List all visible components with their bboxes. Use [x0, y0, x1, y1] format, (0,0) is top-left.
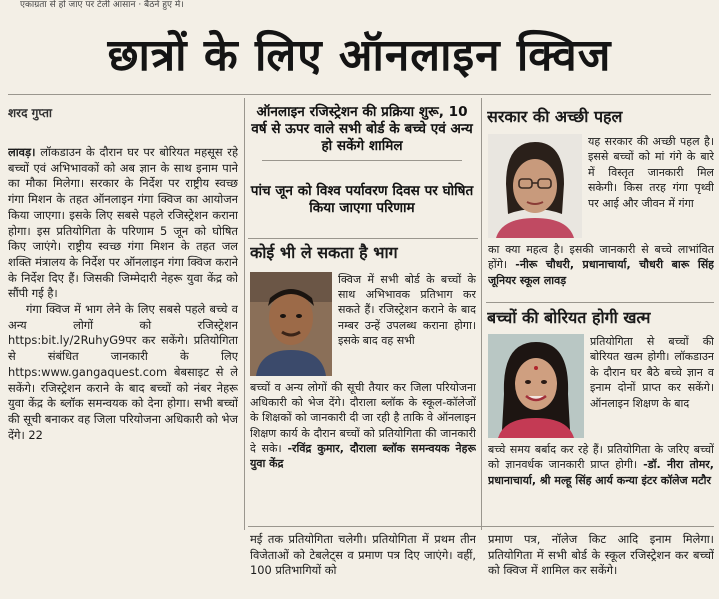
box-anyone-text-beside — [338, 272, 476, 380]
column-rule-1 — [244, 98, 245, 530]
box-government-para-2: का क्या महत्व है। इसकी जानकारी से बच्चे लाभांवित होंगे। — [488, 243, 714, 272]
bottom-box-rule — [248, 526, 714, 527]
bottom-middle-para: मई तक प्रतियोगिता चलेगी। प्रतियोगिता में प्रथम तीन विजेताओं को टेबलेट्स व प्रमाण पत्र दिए जाएंगे। वहीं, 100 प्रतिभागियों को — [250, 532, 476, 578]
portrait-man-icon — [250, 272, 332, 376]
main-story-paragraph-2: गंगा क्विज में भाग लेने के लिए सबसे पहले बच्चे व अन्य लोगों को रजिस्ट्रेशन https:bit.ly/2RuhyG9पर कर सकेंगे। प्रतियोगिता से संबंधित जानकारी के लिए https:www.gangaquest.com बेबसाइट से ले सकेंगे। रजिस्ट्रेशन कराने के बाद बच्चों को नंबर नेहरू युवा केंद्र के ब्लॉक समन्वयक को देना होगा। सभी बच्चों की सूची बनाकर वह जिला परियोजना अधिकारी को भेज देंगे। 22 — [8, 302, 238, 442]
photo-ravindra-kumar — [250, 272, 332, 376]
byline: शरद गुप्ता — [8, 106, 53, 120]
main-story-p1-text: लॉकडाउन के दौरान घर पर बोरियत महसूस रहे बच्चों एवं अभिभावकों को अब ज्ञान के साथ इनाम पाने का मौका मिलेगा। सरकार के निर्देश पर राष्ट्रीय स्वच्छ गंगा मिशन के तहत ऑनलाइन गंगा क्विज का आयोजन किया जाएगा। इसके लिए सबसे पहले रजिस्ट्रेशन कराना होगा। इस प्रतियोगिता के परिणाम 5 जून को घोषित किए जाएंगे। राष्ट्रीय स्वच्छ गंगा मिशन के तहत जल शक्ति मंत्रालय के निर्देश पर ऑनलाइन गंगा क्विज कराने के निर्देश दिए हैं। जिसकी जिम्मेदारी नेहरू युवा केंद्र को सौंपी गई है। — [8, 145, 238, 301]
credit-neeru: -नीरू चौधरी, प्रधानाचार्या, चौधरी बारू सिंह जूनियर स्कूल लावड़ — [488, 258, 714, 287]
headline-rule — [8, 94, 711, 95]
box-government-text-below — [488, 242, 714, 298]
subhead-divider — [262, 160, 462, 161]
box-anyone-title: कोई भी ले सकता है भाग — [250, 243, 398, 262]
box-boredom-text-beside — [590, 334, 714, 444]
subhead-registration: ऑनलाइन रजिस्ट्रेशन की प्रक्रिया शुरू, 10 वर्ष से ऊपर वाले सभी बोर्ड के बच्चे एवं अन्य हो सकेंगे शामिल — [251, 104, 473, 154]
credit-ravindra: -रविंद्र कुमार, दौराला ब्लॉक समन्वयक नेहरू युवा केंद्र — [250, 441, 476, 471]
box-anyone-para-1: क्विज में सभी बोर्ड के बच्चों के साथ अभिभावक प्रतिभाग कर सकते हैं। रजिस्ट्रेशन कराने के बाद नम्बर उन्हें उपलब्ध कराना होगा। इसके बाद वह सभी — [338, 273, 476, 347]
column-rule-2 — [481, 98, 482, 530]
portrait-woman-icon — [488, 334, 584, 438]
box-boredom-para-2: बच्चे समय बर्बाद कर रहे हैं। प्रतियोगिता के जरिए बच्चों को ज्ञानवर्धक जानकारी प्राप्त होगी। — [488, 443, 714, 472]
box-government-bottom-rule — [486, 302, 714, 303]
box-anyone-top-rule — [248, 238, 478, 239]
portrait-woman-glasses-icon — [488, 134, 582, 238]
box-government-para-1: यह सरकार की अच्छी पहल है। इससे बच्चों को मां गंगे के बारे में विस्तृत जानकारी मिल सकेगी। किस तरह गंगा पृथ्वी पर आई और जीवन में गंगा — [588, 135, 714, 210]
box-boredom-title: बच्चों की बोरियत होगी खत्म — [487, 308, 651, 327]
box-anyone-text-below — [250, 380, 476, 520]
box-government-text-beside — [588, 134, 714, 244]
main-story — [8, 145, 238, 595]
headline: छात्रों के लिए ऑनलाइन क्विज — [107, 30, 612, 81]
box-boredom-para-1: प्रतियोगिता से बच्चों की बोरियत खत्म होगी। लॉकडाउन के दौरान घर बैठे बच्चे ज्ञान व इनाम दोनों प्राप्त कर सकेंगे। ऑनलाइन शिक्षण के बाद — [590, 335, 714, 410]
photo-neeru-chaudhary — [488, 134, 582, 238]
subhead-result: पांच जून को विश्व पर्यावरण दिवस पर घोषित किया जाएगा परिणाम — [250, 183, 474, 216]
box-government-title: सरकार की अच्छी पहल — [487, 107, 623, 126]
dateline: लावड़। — [8, 145, 36, 159]
top-strip-text: एकाग्रता से हो जाए पर टेली आसान · बैठने हुए में। — [20, 0, 184, 10]
credit-neera: -डॉ. नीरा तोमर, प्रधानाचार्या, श्री मल्हू सिंह आर्य कन्या इंटर कॉलेज मटौर — [488, 458, 714, 487]
photo-neera-tomar — [488, 334, 584, 438]
bottom-right-para: प्रमाण पत्र, नॉलेज किट आदि इनाम मिलेगा। प्रतियोगिता में सभी बोर्ड के स्कूल रजिस्ट्रेशन कर बच्चों को क्विज में शामिल कर सकेंगे। — [488, 532, 714, 578]
bottom-right-text — [488, 532, 714, 596]
bottom-middle-text — [250, 532, 476, 596]
main-story-paragraph-1 — [8, 145, 238, 302]
box-boredom-text-below — [488, 442, 714, 520]
box-anyone-para-2: बच्चों व अन्य लोगों की सूची तैयार कर जिला परियोजना अधिकारी को भेज देंगे। दौराला ब्लॉक के स्कूल-कॉलेजों के शिक्षकों को जानकारी दी जा रही है ताकि वे ऑनलाइन शिक्षण कार्य के दौरान बच्चों को प्रतियोगिता की जानकारी दे सके। — [250, 381, 476, 455]
